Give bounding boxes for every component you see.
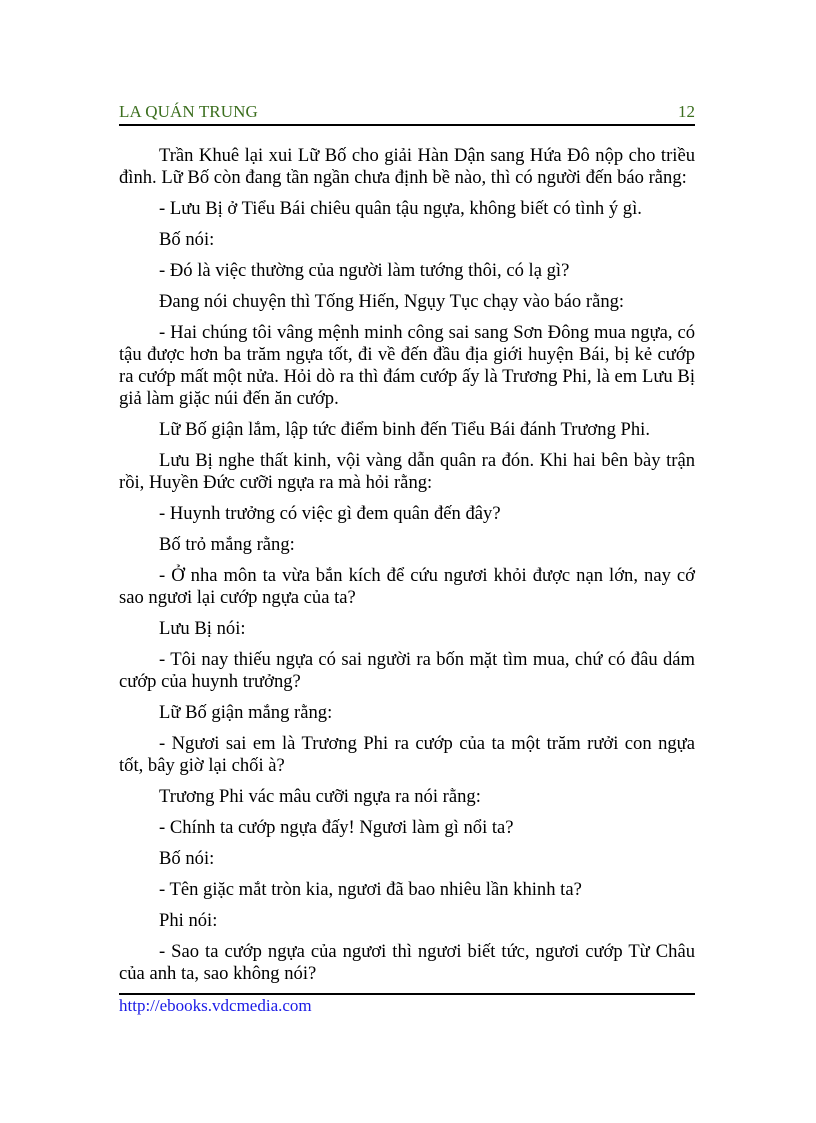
page-number: 12 (678, 102, 695, 121)
header-title: LA QUÁN TRUNG (119, 102, 258, 121)
footer-link[interactable]: http://ebooks.vdcmedia.com (119, 996, 312, 1015)
paragraph: Bố trỏ mắng rằng: (159, 534, 295, 555)
paragraph: - Lưu Bị ở Tiểu Bái chiêu quân tậu ngựa, không biết có tình ý gì. (159, 198, 642, 219)
paragraph: Lữ Bố giận lắm, lập tức điểm binh đến Tiểu Bái đánh Trương Phi. (159, 419, 650, 440)
paragraph: Lưu Bị nghe thất kinh, vội vàng dẫn quân ra đón. Khi hai bên bày trận rồi, Huyền Đức cưỡi ngựa ra mà hỏi rằng: (119, 450, 695, 493)
page-header (119, 100, 695, 126)
paragraph: - Huynh trưởng có việc gì đem quân đến đây? (159, 503, 501, 524)
paragraph: Lữ Bố giận mắng rằng: (159, 702, 333, 723)
paragraph: Bố nói: (159, 848, 215, 869)
paragraph: - Chính ta cướp ngựa đấy! Ngươi làm gì nổi ta? (159, 817, 514, 838)
body-text (119, 145, 695, 994)
paragraph: - Đó là việc thường của người làm tướng thôi, có lạ gì? (159, 260, 570, 281)
paragraph: - Ngươi sai em là Trương Phi ra cướp của ta một trăm rưởi con ngựa tốt, bây giờ lại chối à? (119, 733, 695, 776)
paragraph: - Ở nha môn ta vừa bắn kích để cứu ngươi khỏi được nạn lớn, nay cớ sao ngươi lại cướp ngựa của ta? (119, 565, 695, 608)
footer-divider (119, 993, 695, 995)
paragraph: - Tôi nay thiếu ngựa có sai người ra bốn mặt tìm mua, chứ có đâu dám cướp của huynh trưởng? (119, 649, 695, 692)
paragraph: Phi nói: (159, 910, 218, 931)
paragraph: - Sao ta cướp ngựa của ngươi thì ngươi biết tức, ngươi cướp Từ Châu của anh ta, sao không nói? (119, 941, 695, 984)
paragraph: - Tên giặc mắt tròn kia, ngươi đã bao nhiêu lần khinh ta? (159, 879, 582, 900)
paragraph: Trương Phi vác mâu cưỡi ngựa ra nói rằng: (159, 786, 481, 807)
paragraph: - Hai chúng tôi vâng mệnh minh công sai sang Sơn Đông mua ngựa, có tậu được hơn ba trăm ngựa tốt, đi về đến đầu địa giới huyện Bái, bị kẻ cướp ra cướp mất một nửa. Hỏi dò ra thì đám cướp ấy là Trương Phi, là em Lưu Bị giả làm giặc núi đến ăn cướp. (119, 322, 695, 409)
paragraph: Trần Khuê lại xui Lữ Bố cho giải Hàn Dận sang Hứa Đô nộp cho triều đình. Lữ Bố còn đang tần ngần chưa định bề nào, thì có người đến báo rằng: (119, 145, 695, 188)
paragraph: Bố nói: (159, 229, 215, 250)
paragraph: Đang nói chuyện thì Tống Hiến, Ngụy Tục chạy vào báo rằng: (159, 291, 625, 312)
paragraph: Lưu Bị nói: (159, 618, 246, 639)
